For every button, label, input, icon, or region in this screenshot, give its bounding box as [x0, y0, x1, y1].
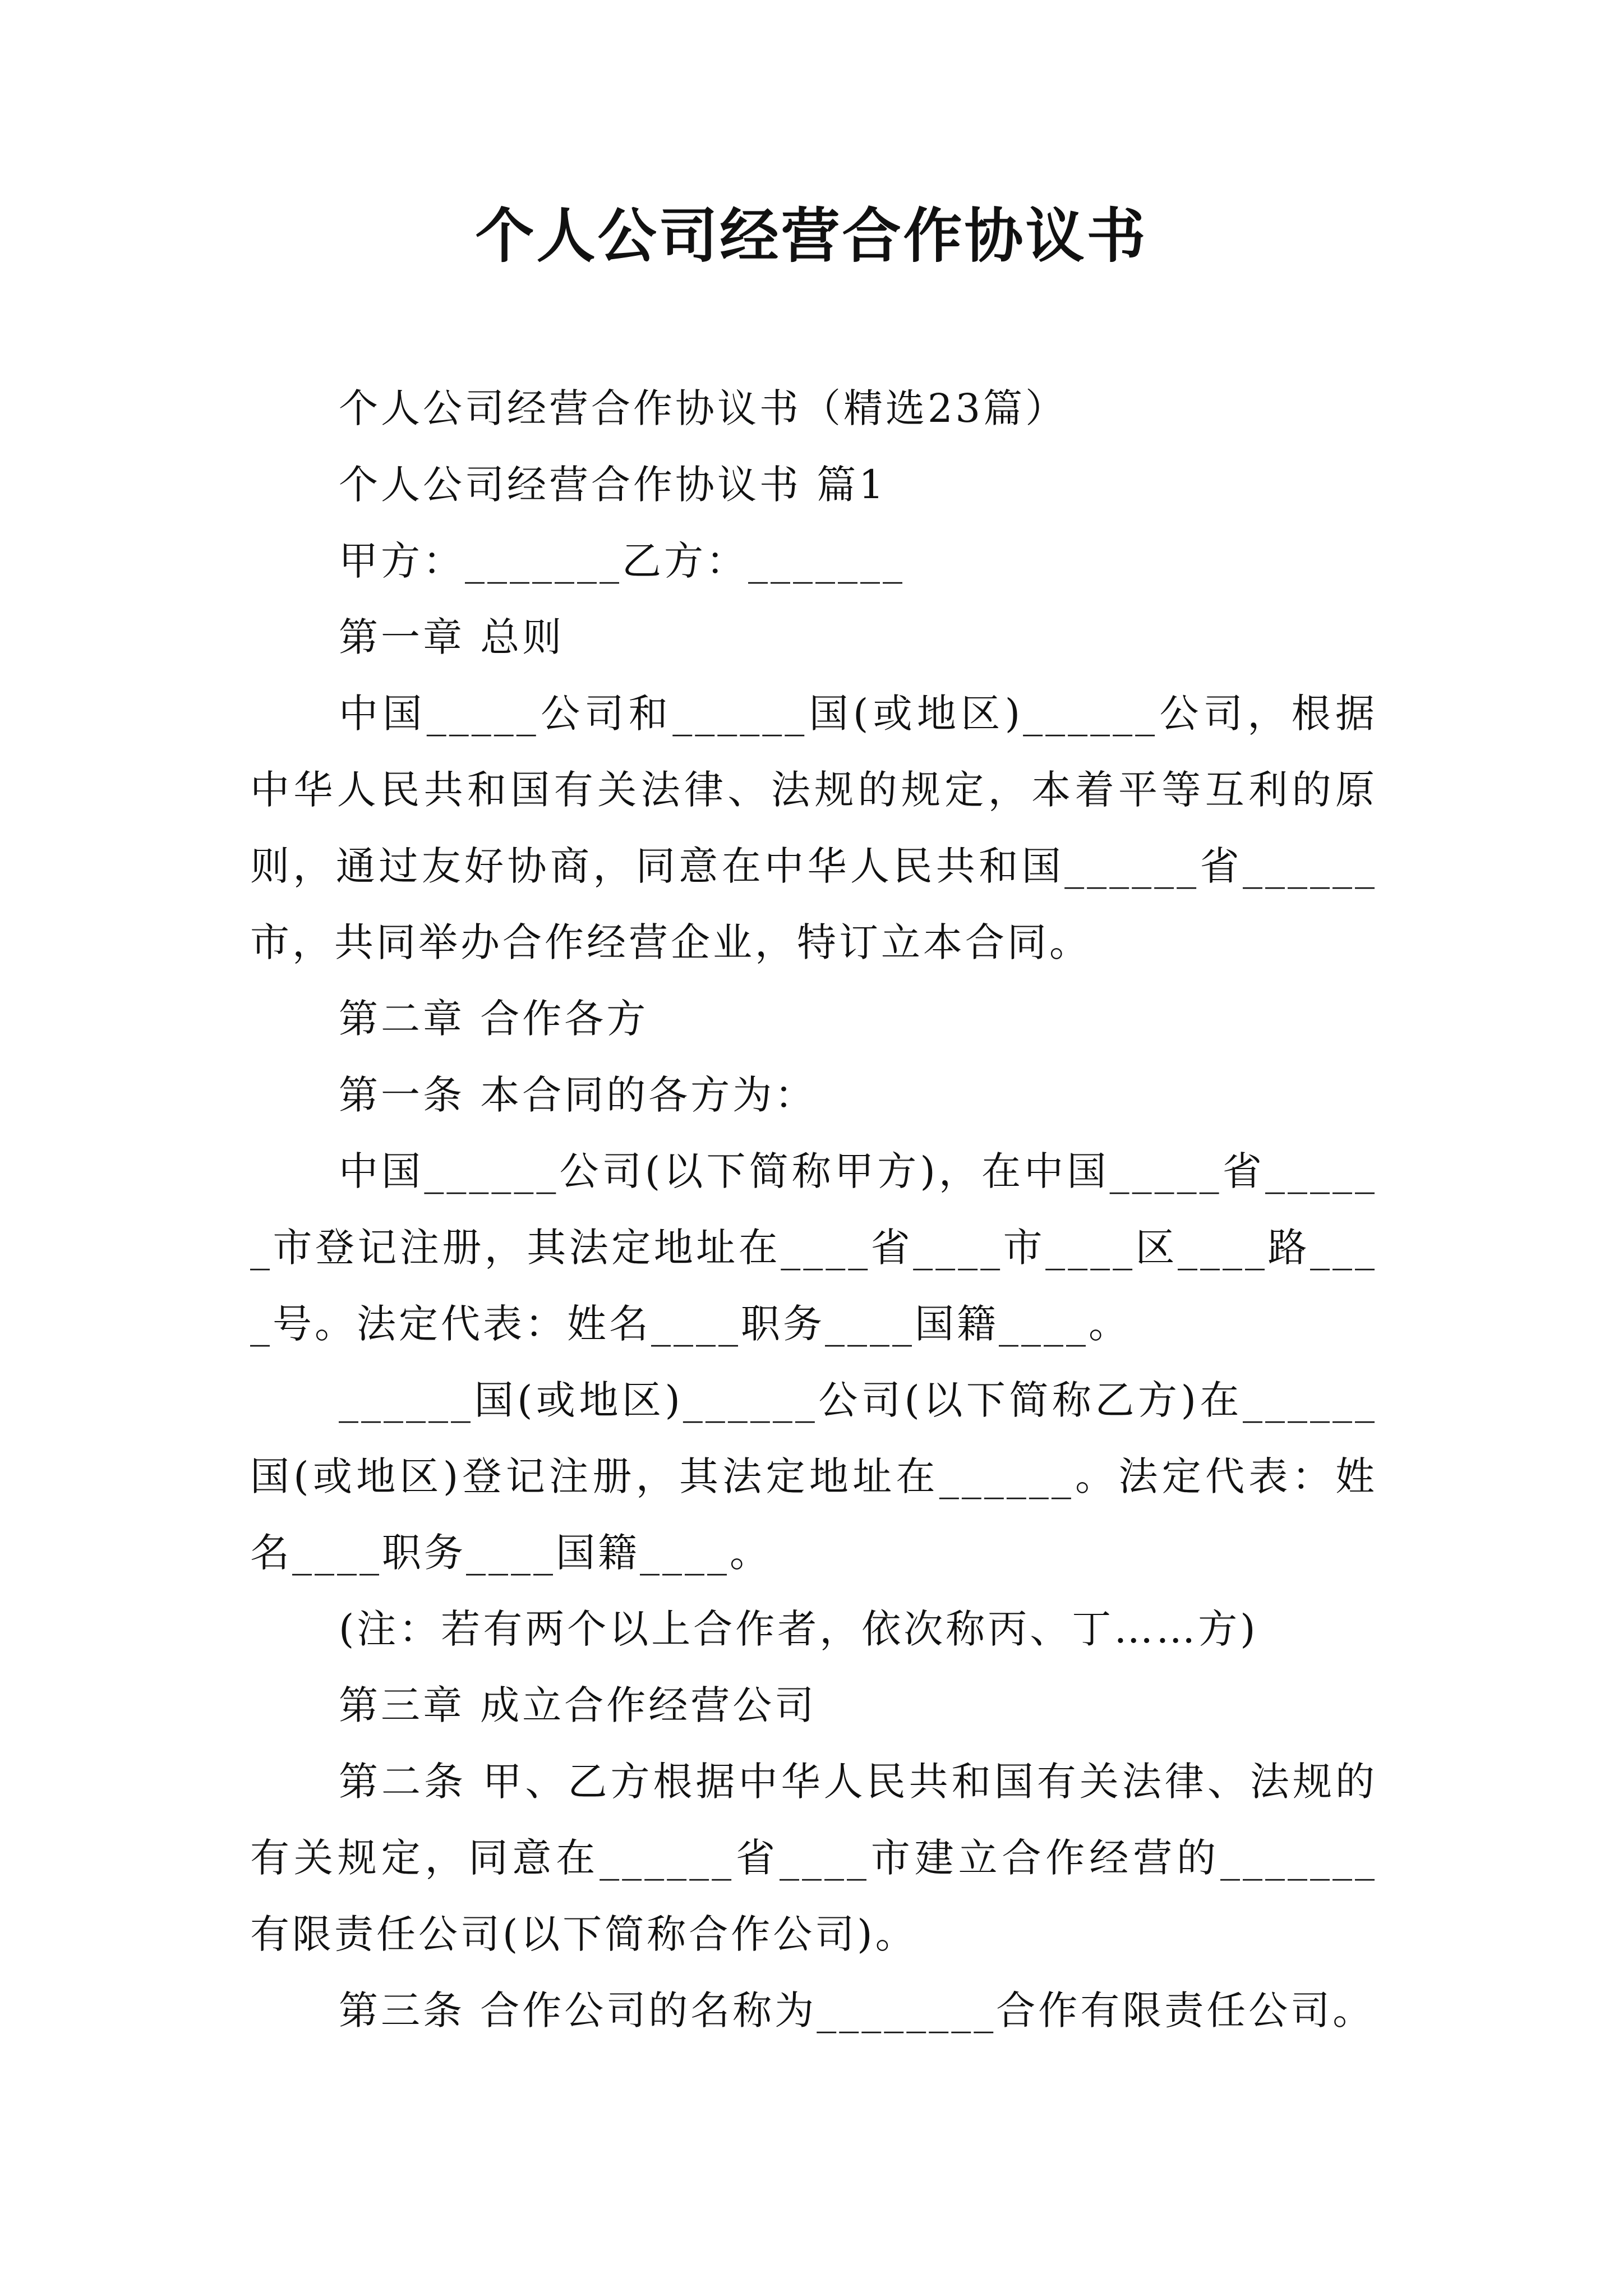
paragraph-article-3: 第三条 合作公司的名称为________合作有限责任公司。 [339, 1987, 1375, 2033]
paragraph-article-2: 第二条 甲、乙方根据中华人民共和国有关法律、法规的有关规定，同意在______省____市建立合作经营的_______有限责任公司(以下简称合作公司)。 [250, 1759, 1377, 1957]
paragraph-chapter-1: 第一章 总则 [339, 614, 565, 660]
paragraph-article-1: 第一条 本合同的各方为： [339, 1072, 817, 1118]
paragraph-parties: 甲方：_______乙方：_______ [339, 538, 905, 584]
paragraph-subtitle: 个人公司经营合作协议书（精选23篇） [339, 385, 1068, 431]
paragraph-preamble: 中国_____公司和______国(或地区)______公司，根据中华人民共和国有关法律、法规的规定，本着平等互利的原则，通过友好协商，同意在中华人民共和国______省______市，共同举办合作经营企业，特订立本合同。 [250, 691, 1377, 965]
paragraph-note: (注：若有两个以上合作者，依次称丙、丁……方) [339, 1606, 1258, 1652]
paragraph-section-heading: 个人公司经营合作协议书 篇1 [339, 462, 887, 508]
paragraph-chapter-2: 第二章 合作各方 [339, 996, 649, 1042]
paragraph-party-b: ______国(或地区)______公司(以下简称乙方)在______国(或地区)登记注册，其法定地址在______。法定代表：姓名____职务____国籍____。 [250, 1377, 1377, 1576]
paragraph-party-a: 中国______公司(以下简称甲方)，在中国_____省______市登记注册，其法定地址在____省____市____区____路____号。法定代表：姓名____职务____国籍____。 [250, 1148, 1377, 1347]
paragraph-chapter-3: 第三章 成立合作经营公司 [339, 1682, 817, 1728]
document-title: 个人公司经营合作协议书 [475, 201, 1148, 270]
document-body [250, 370, 1377, 2049]
